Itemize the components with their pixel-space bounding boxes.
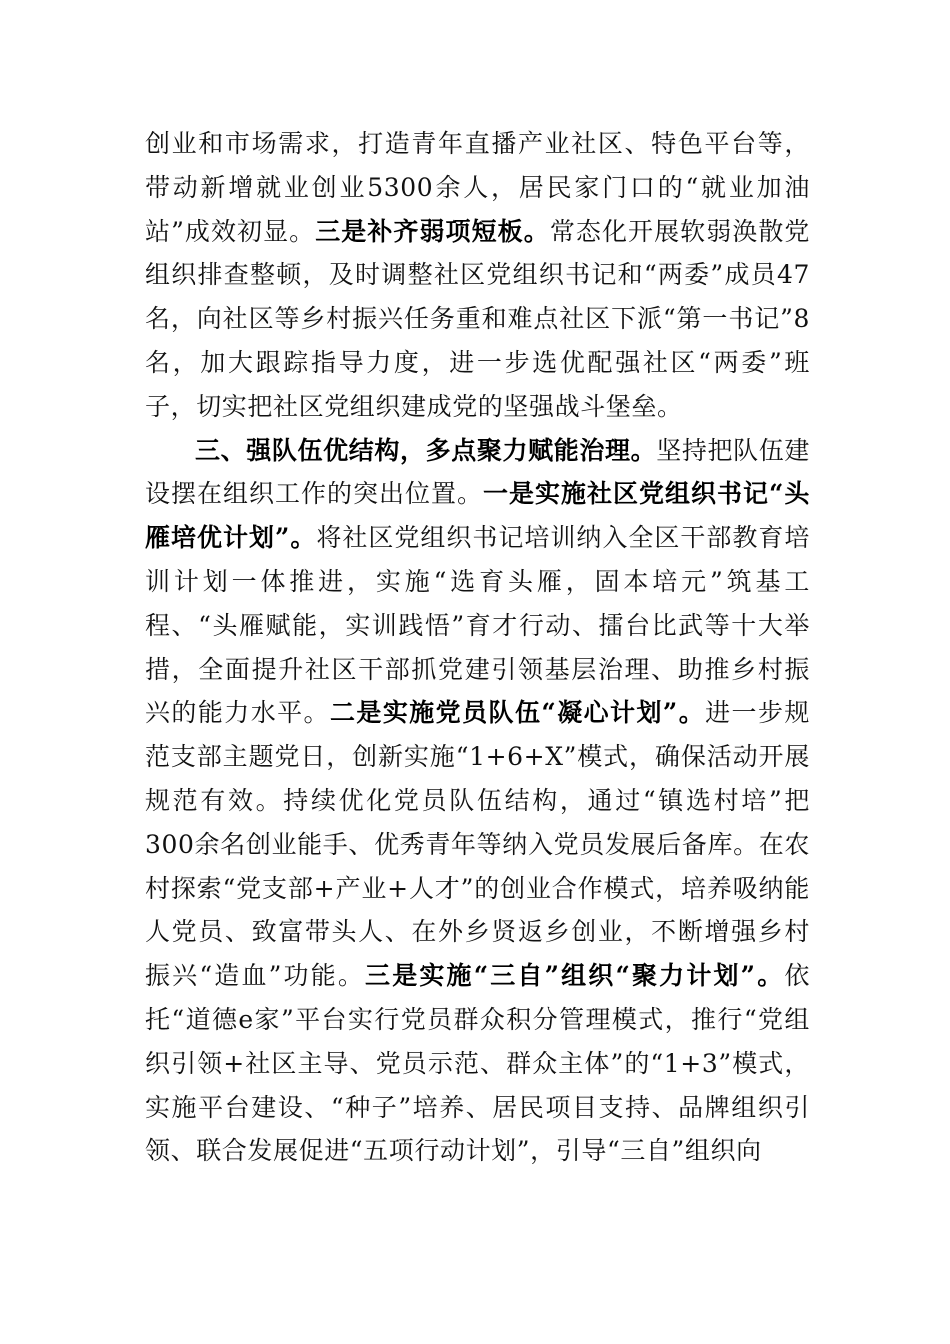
paragraph-text: 进一步规范支部主题党日，创新实施“1+6+X”模式，确保活动开展规范有效。持续优化党员队伍结构，通过“镇选村培”把300余名创业能手、优秀青年等纳入党员发展后备库。在农村探索“党支部+产业+人才”的创业合作模式，培养吸纳能人党员、致富带头人、在外乡贤返乡创业，不断增强乡村振兴“造血”功能。 bbox=[145, 698, 811, 991]
bold-point-3: 三是补齐弱项短板。 bbox=[315, 216, 550, 246]
paragraph-employment bbox=[145, 122, 810, 429]
bold-point-3b: 三是实施“三自”组织“聚力计划”。 bbox=[365, 961, 785, 991]
section-heading: 三、强队伍优结构，多点聚力赋能治理。 bbox=[195, 435, 657, 465]
paragraph-text: 常态化开展软弱涣散党组织排查整顿，及时调整社区党组织书记和“两委”成员47名，向社区等乡村振兴任务重和难点社区下派“第一书记”8名，加大跟踪指导力度，进一步选优配强社区“两委”班子，切实把社区党组织建成党的坚强战斗堡垒。 bbox=[145, 216, 810, 421]
paragraph-text: 依托“道德e家”平台实行党员群众积分管理模式，推行“党组织引领+社区主导、党员示范、群众主体”的“1+3”模式，实施平台建设、“种子”培养、居民项目支持、品牌组织引领、联合发展促进“五项行动计划”，引导“三自”组织向 bbox=[145, 961, 810, 1166]
paragraph-text: 将社区党组织书记培训纳入全区干部教育培训计划一体推进，实施“选育头雁，固本培元”筑基工程、“头雁赋能，实训践悟”育才行动、擂台比武等十大举措，全面提升社区干部抓党建引领基层治理、助推乡村振兴的能力水平。 bbox=[145, 523, 810, 728]
bold-point-1: 一是实施社区党组织书记“头雁培优计划”。 bbox=[145, 479, 810, 553]
bold-point-2: 二是实施党员队伍“凝心计划”。 bbox=[329, 698, 706, 728]
paragraph-text: 坚持把队伍建设摆在组织工作的突出位置。 bbox=[145, 435, 810, 509]
paragraph-text: 创业和市场需求，打造青年直播产业社区、特色平台等，带动新增就业创业5300余人，居民家门口的“就业加油站”成效初显。 bbox=[145, 129, 810, 246]
document-body bbox=[145, 122, 810, 1173]
paragraph-team-structure bbox=[145, 429, 810, 1174]
